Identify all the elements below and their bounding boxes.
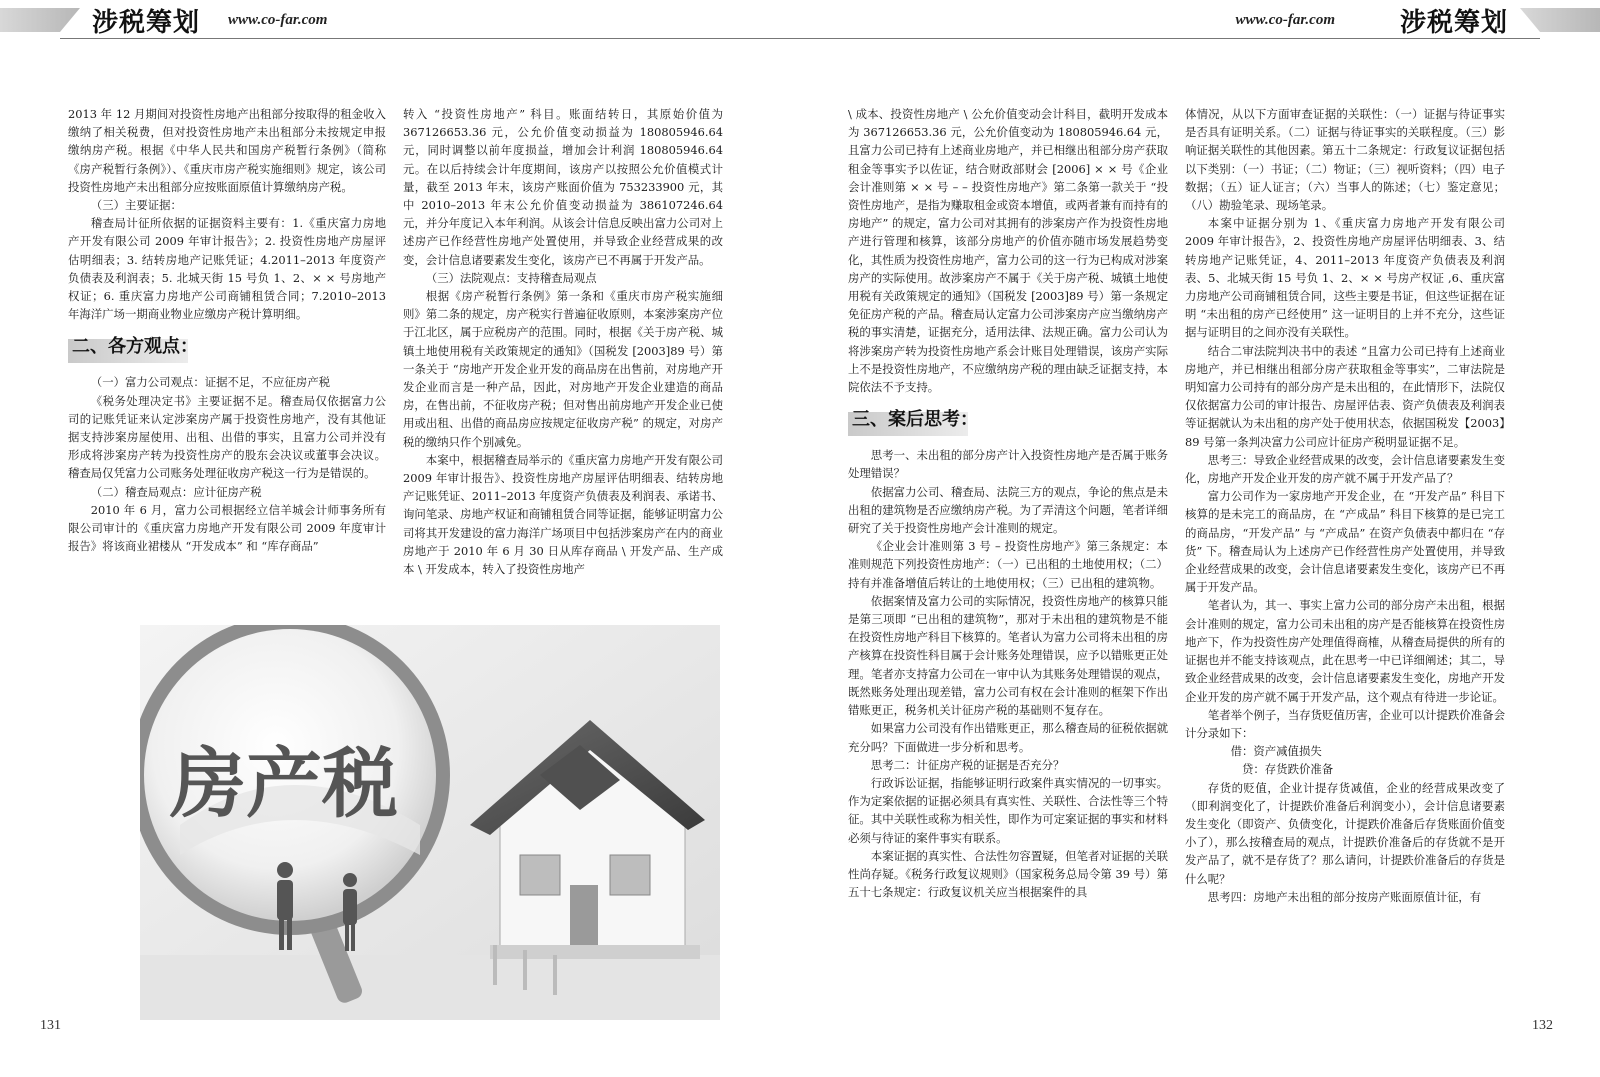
paragraph: 思考三：导致企业经营成果的改变，会计信息诸要素发生变化，房地产开发企业开发的房产就不属于开发产品了？ <box>1185 452 1505 486</box>
subheading: 思考二：计征房产税的证据是否充分？ <box>870 757 1065 772</box>
paragraph: 结合二审法院判决书中的表述 “且富力公司已持有上述商业房地产，并已相继出租部分房产获取租金等事实”，二审法院是明知富力公司持有的部分房产是未出租的，在此情形下，法院仅仅依据富力公司的审计报告、房屋评估表、资产负债表及利润表等证据就认为未出租的房产处于使用状态，依据国税发【2003】89 号第一条判决富力公司应计征房产税明显证据不足。 <box>1185 343 1505 449</box>
paragraph: 体情况，从以下方面审查证据的关联性：（一）证据与待证事实是否具有证明关系。（二）证据与待证事实的关联程度。（三）影响证据关联性的其他因素。第五十二条规定：行政复议证据包括以下类别：（一）书证；（二）物证；（三）视听资料；（四）电子数据；（五）证人证言；（六）当事人的陈述；（七）鉴定意见；（八）勘验笔录、现场笔录。 <box>1185 107 1505 213</box>
section-heading-text: 二、各方观点： <box>72 336 198 358</box>
paragraph: 依据富力公司、稽查局、法院三方的观点，争论的焦点是未出租的建筑物是否应缴纳房产税。为了弄清这个问题，笔者详细研究了关于投资性房地产会计准则的规定。 <box>848 484 1168 536</box>
paragraph: 本案中证据分别为 1、《重庆富力房地产开发有限公司 2009 年审计报告》，2、投资性房地产房屋评估明细表、3、结转房地产记账凭证，4、2011–2013 年度资产负债表及利润表、5、北城天街 15 号负 1、2、× × 号房产权证 ,6、重庆富力房地产公司商铺租赁合同，这些主要是书证，但这些证据在证明 “未出租的房产已经使用” 这一证明目的上并不充分，这些证据与证明目的之间亦没有关联性。 <box>1185 216 1505 340</box>
paragraph: 根据《房产税暂行条例》第一条和《重庆市房产税实施细则》第二条的规定，房产税实行普遍征收原则，本案涉案房产位于江北区，属于应税房产的范围。同时，根据《关于房产税、城镇土地使用税有关政策规定的通知》（国税发 [2003]89 号）第一条关于 “房地产开发企业开发的商品房在出售前，对房地产开发企业而言是一种产品，因此，对房地产开发企业建造的商品房，在售出前，不征收房产税；但对售出前房地产开发企业已使用或出租、出借的商品房应按规定征收房产税” 的规定，对房产税的缴纳只作个别减免。 <box>403 289 723 449</box>
paragraph: 富力公司作为一家房地产开发企业，在 “开发产品” 科目下核算的是未完工的商品房，在 “产成品” 科目下核算的是已完工的商品房，“开发产品” 与 “产成品” 在资产负债表中都归在 “存货” 下。稽查局认为上述房产已作经营性房产处置使用，并导致企业经营成果的改变，会计信息诸要素发生变化，该房产已不再属于开发产品。 <box>1185 489 1505 595</box>
header-rule <box>800 38 1540 39</box>
article-column-3 <box>848 105 1168 901</box>
section-heading <box>848 410 1168 436</box>
journal-section-title: 涉税筹划 <box>92 8 201 38</box>
article-column-2 <box>403 105 723 578</box>
paragraph: 《企业会计准则第 3 号 – 投资性房地产》第三条规定：本准则规范下列投资性房地产：（一）已出租的土地使用权；（二）持有并准备增值后转让的土地使用权；（三）已出租的建筑物。 <box>848 539 1168 590</box>
illustration-text: 房产税 <box>170 739 398 828</box>
article-column-4 <box>1185 105 1505 906</box>
journal-entry-credit: 贷：存货跌价准备 <box>1242 762 1334 777</box>
page-number-right: 132 <box>1532 1018 1553 1033</box>
subheading: （三）法院观点：支持稽查局观点 <box>425 270 597 285</box>
paragraph: 《税务处理决定书》主要证据不足。稽查局仅依据富力公司的记账凭证来认定涉案房产属于投资性房地产，没有其他证据支持涉案房屋使用、出租、出借的事实，且富力公司并没有形成将涉案房产转为投资性房产的股东会决议或董事会决议。稽查局仅凭富力公司账务处理征收房产税这一行为是错误的。 <box>68 393 386 481</box>
article-column-1 <box>68 105 386 555</box>
subheading: （三）主要证据： <box>90 198 182 213</box>
paragraph: 本案中，根据稽查局举示的《重庆富力房地产开发有限公司 2009 年审计报告》、投资性房地产房屋评估明细表、结转房地产记账凭证、2011–2013 年度资产负债表及利润表、承诺书、询问笔录、房地产权证和商铺租赁合同等证据，能够证明富力公司将其开发建设的富力海洋广场项目中包括涉案房产在内的商业房地产于 2010 年 6 月 30 日从库存商品 \ 开发产品、生产成本 \ 开发成本，转入了投资性房地产 <box>403 452 723 577</box>
header-decor-band <box>1520 8 1600 32</box>
paragraph: 本案证据的真实性、合法性勿容置疑，但笔者对证据的关联性尚存疑。《税务行政复议规则》（国家税务总局令第 39 号）第五十七条规定：行政复议机关应当根据案件的具 <box>848 848 1168 900</box>
paragraph: 稽查局计征所依据的证据资料主要有：1.《重庆富力房地产开发有限公司 2009 年审计报告》；2. 投资性房地产房屋评估明细表；3. 结转房地产记账凭证；4.2011–2013 年度资产负债表及利润表；5. 北城天街 15 号负 1、2、× × 号房地产权证；6. 重庆富力房地产公司商铺租赁合同；7.2010–2013 年海洋广场一期商业物业应缴房产税计算明细。 <box>68 216 386 322</box>
journal-section-title: 涉税筹划 <box>1399 8 1508 38</box>
article-illustration <box>140 625 720 1020</box>
paragraph: 如果富力公司没有作出错账更正，那么稽查局的征税依据就充分吗？下面做进一步分析和思考。 <box>848 721 1168 754</box>
paragraph: \ 成本、投资性房地产 \ 公允价值变动会计科目，截明开发成本为 367126653.36 元，公允价值变动为 180805946.64 元，且富力公司已持有上述商业房地产，并已相继出租部分房产获取租金等事实予以佐证，结合财政部财会 [2006] × × 号《企业会计准则第 × × 号 – – 投资性房地产》第二条第一款关于 “投资性房地产，是指为赚取租金或资本增值，或两者兼有而持有的房地产” 的规定，富力公司对其拥有的涉案房产作为投资性房地产进行管理和核算，该部分房地产的价值亦随市场发展趋势变化，其性质为投资性房地产，富力公司的这一行为已构成对涉案房产的实际使用。故涉案房产不属于《关于房产税、城镇土地使用税有关政策规定的通知》（国税发 [2003]89 号）第一条规定免征房产税的产品。稽查局认定富力公司涉案房产应当缴纳房产税的事实清楚，证据充分，适用法律、法规正确。富力公司认为将涉案房产转为投资性房地产系会计账目处理错误，该房产实际上不是投资性房地产，不应缴纳房产税的理由缺乏证据支持，本院依法不予支持。 <box>848 107 1168 395</box>
paragraph: 转入 “投资性房地产” 科目。账面结转日，其原始价值为 367126653.36 元，公允价值变动损益为 180805946.64 元，同时调整以前年度损益，增加会计利润 180805946.64 元。在以后持续会计年度期间，该房产以按照公允价值模式计量，截至 2013 年末，该房产账面价值为 753233900 元，其中 2010–2013 年末公允价值变动损益为 386107246.64 元，并分年度记入本年利润。从该会计信息反映出富力公司对上述房产已作经营性房地产处置使用，并导致企业经营成果的改变，会计信息诸要素发生变化，该房产已不再属于开发产品。 <box>403 107 723 267</box>
header-decor-band <box>0 8 80 32</box>
paragraph: 思考一、未出租的部分房产计入投资性房地产是否属于账务处理错误？ <box>848 448 1168 481</box>
paragraph: 2010 年 6 月，富力公司根据经立信羊城会计师事务所有限公司审计的《重庆富力房地产开发有限公司 2009 年度审计报告》将该商业裙楼从 “开发成本” 和 “库存商品” <box>68 502 386 554</box>
paragraph: 依据案情及富力公司的实际情况，投资性房地产的核算只能是第三项即 “已出租的建筑物”，那对于未出租的建筑物是不能在投资性房地产科目下核算的。笔者认为富力公司将未出租的房产核算在投资性科目属于会计账务处理错误，应予以错账更正处理。笔者亦支持富力公司在一审中认为其账务处理错误的观点，既然账务处理出现差错，富力公司有权在会计准则的框架下作出错账更正，税务机关计征房产税的基础则不复存在。 <box>848 593 1168 718</box>
paragraph: 笔者举个例子，当存货贬值历害，企业可以计提跌价准备会计分录如下： <box>1185 707 1505 740</box>
section-heading <box>68 337 386 363</box>
journal-url: www.co-far.com <box>228 12 328 28</box>
journal-url: www.co-far.com <box>1235 12 1335 28</box>
header-right <box>800 0 1600 40</box>
paragraph: 行政诉讼证据，指能够证明行政案件真实情况的一切事实。作为定案依据的证据必须具有真实性、关联性、合法性等三个特征。其中关联性或称为相关性，即作为可定案证据的事实和材料必须与待证的案件事实有联系。 <box>848 775 1168 845</box>
paragraph: 2013 年 12 月期间对投资性房地产出租部分按取得的租金收入缴纳了相关税费，但对投资性房地产未出租部分未按规定申报缴纳房产税。根据《中华人民共和国房产税暂行条例》（简称《房产税暂行条例》）、《重庆市房产税实施细则》规定，该公司投资性房地产未出租部分应按账面原值计算缴纳房产税。 <box>68 107 386 194</box>
property-tax-illustration <box>140 625 720 1020</box>
page-number-left: 131 <box>40 1018 61 1033</box>
header-rule <box>60 38 800 39</box>
header-left <box>0 0 800 40</box>
journal-entry-debit: 借：资产减值损失 <box>1230 744 1322 759</box>
subheading: （二）稽查局观点：应计征房产税 <box>90 484 262 499</box>
paragraph: 笔者认为，其一、事实上富力公司的部分房产未出租，根据会计准则的规定，富力公司未出租的房产是否能核算在投资性房地产下，作为投资性房产处理值得商榷，从稽查局提供的所有的证据也并不能支持该观点，此在思考一中已详细阐述；其二，导致企业经营成果的改变，会计信息诸要素发生变化，房地产开发企业开发的房产就不属于开发产品，这个观点有待进一步论证。 <box>1185 598 1505 704</box>
paragraph: 存货的贬值，企业计提存货减值，企业的经营成果改变了（即利润变化了，计提跌价准备后利润变小），会计信息诸要素发生变化（即资产、负债变化，计提跌价准备后存货账面价值变小了），那么按稽查局的观点，计提跌价准备后的存货就不是开发产品了，就不是存货了？那么请问，计提跌价准备后的存货是什么呢？ <box>1185 780 1505 886</box>
subheading: （一）富力公司观点：证据不足，不应征房产税 <box>90 375 331 390</box>
section-heading-text: 三、案后思考： <box>852 409 978 431</box>
paragraph: 思考四：房地产未出租的部分按房产账面原值计征，有 <box>1207 889 1482 904</box>
